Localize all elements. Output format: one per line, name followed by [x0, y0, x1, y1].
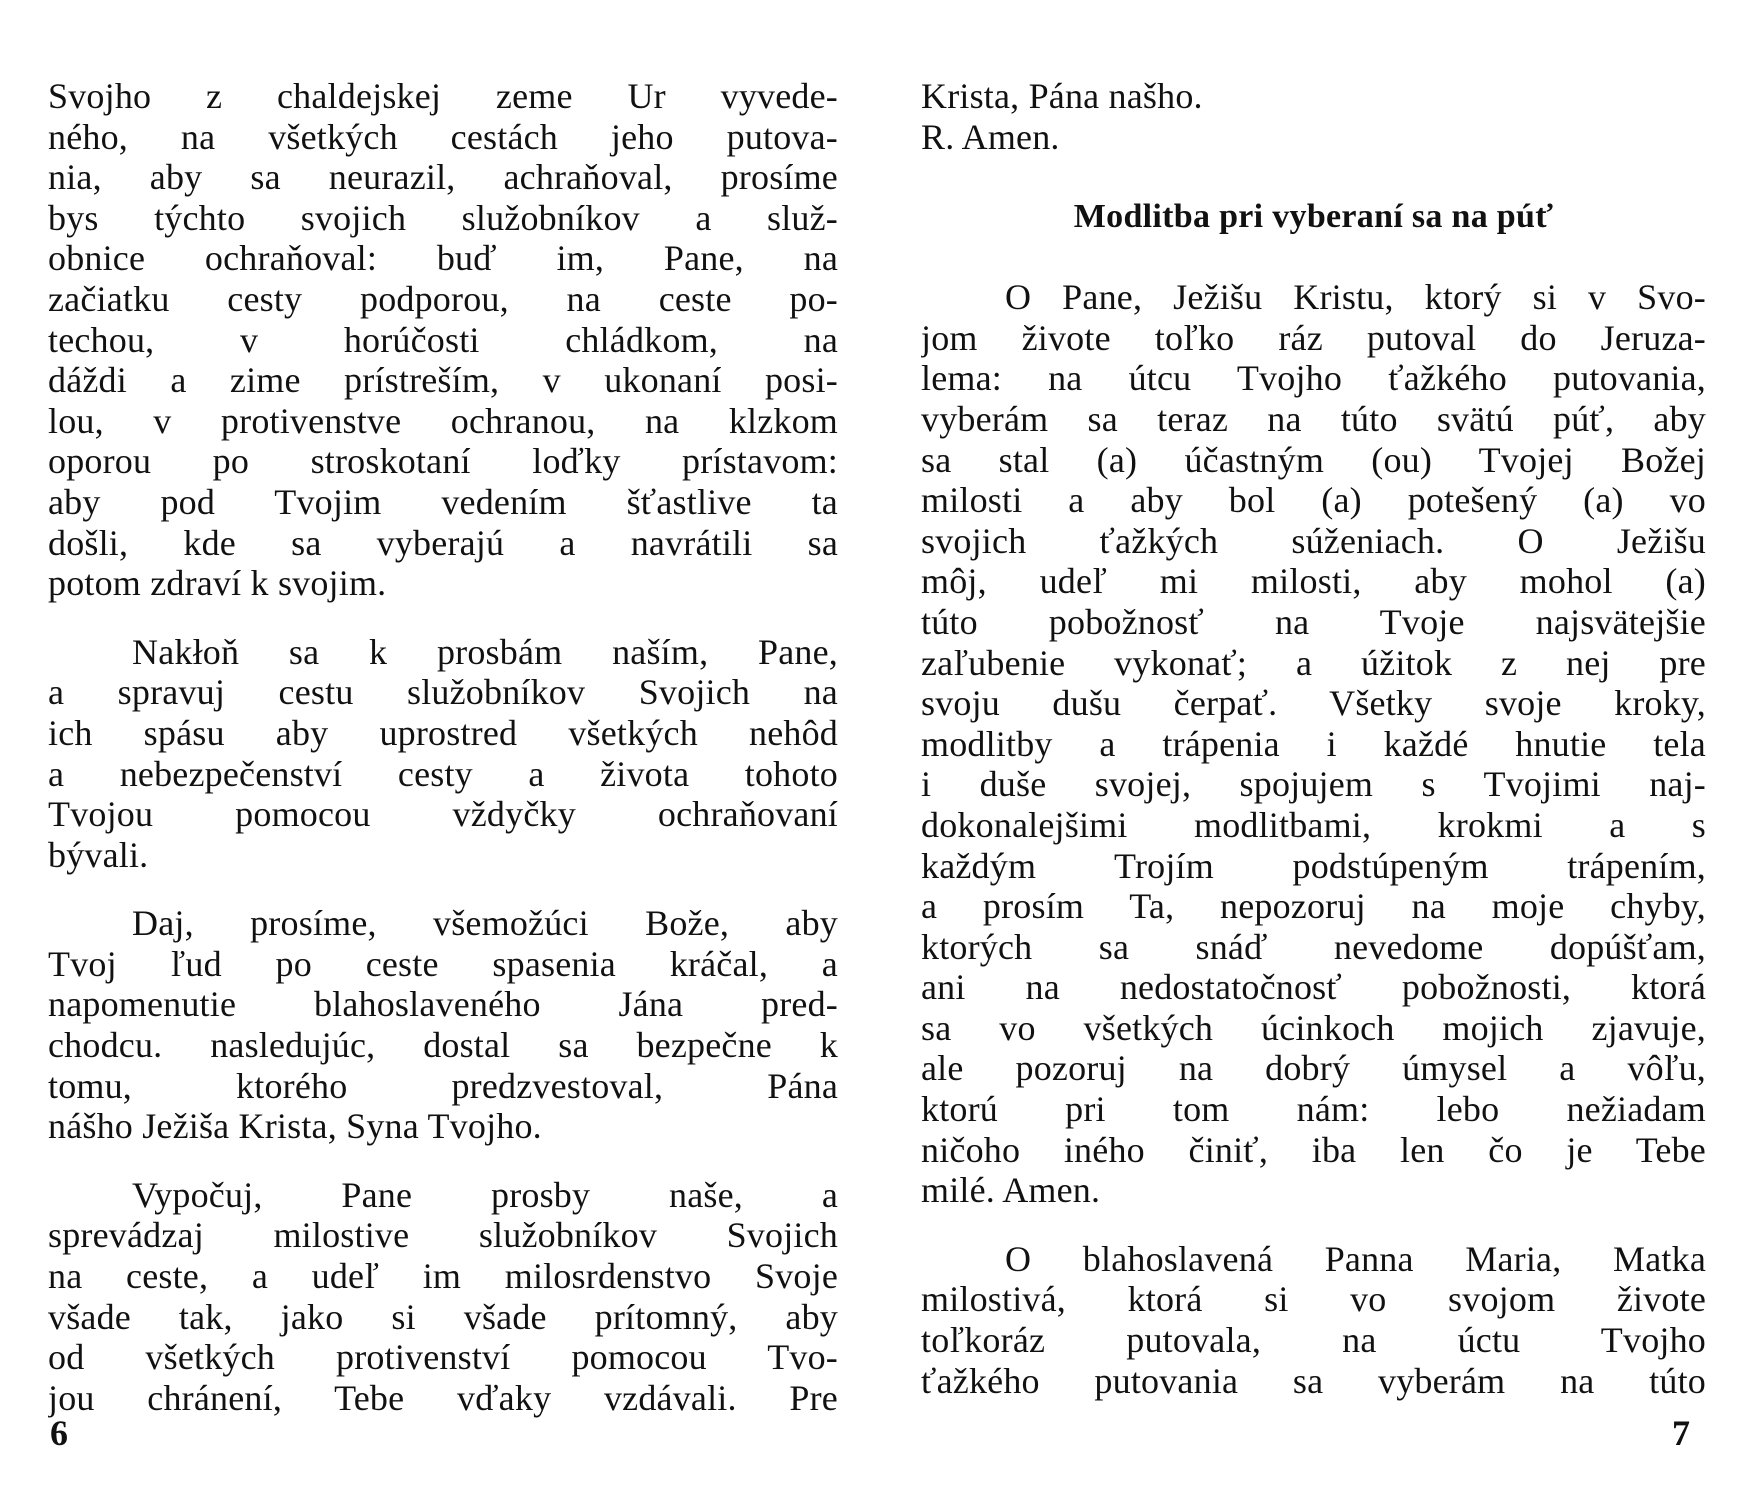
text-line: sprevádzaj milostive služobníkov Svojich: [48, 1215, 838, 1256]
right-paragraph-1: [921, 277, 1706, 1211]
text-line: a prosím Ta, nepozoruj na moje chyby,: [921, 886, 1706, 927]
text-line: sa vo všetkých úcinkoch mojich zjavuje,: [921, 1007, 1706, 1048]
text-line: a spravuj cestu služobníkov Svojich na: [48, 672, 838, 713]
text-line: tomu, ktorého predzvestoval, Pána: [48, 1065, 838, 1106]
text-line: došli, kde sa vyberajú a navrátili sa: [48, 522, 838, 563]
section-heading: Modlitba pri vyberaní sa na púť: [1073, 198, 1554, 236]
text-line: sa stal (a) účastným (ou) Tvojej Božej: [921, 439, 1706, 480]
left-paragraph-1: [48, 76, 838, 604]
right-paragraph-2: [921, 1239, 1706, 1401]
text-line: Tvoj ľud po ceste spasenia kráčal, a: [48, 943, 838, 984]
text-line: vyberám sa teraz na túto svätú púť, aby: [921, 398, 1706, 439]
text-line: lou, v protivenstve ochranou, na klzkom: [48, 400, 838, 441]
text-line: milostivá, ktorá si vo svojom živote: [921, 1279, 1706, 1320]
text-line: na ceste, a udeľ im milosrdenstvo Svoje: [48, 1256, 838, 1297]
text-line: ktorých sa snáď nevedome dopúšťam,: [921, 926, 1706, 967]
text-line: modlitby a trápenia i každé hnutie tela: [921, 723, 1706, 764]
text-line: začiatku cesty podporou, na ceste po-: [48, 278, 838, 319]
text-line: nášho Ježiša Krista, Syna Tvojho.: [48, 1106, 542, 1147]
text-line: dáždi a zime prístreším, v ukonaní posi-: [48, 360, 838, 401]
text-line: R. Amen.: [921, 116, 1060, 157]
text-line: jom živote toľko ráz putoval do Jeruza-: [921, 317, 1706, 358]
text-line: túto pobožnosť na Tvoje najsvätejšie: [921, 601, 1706, 642]
text-line: ničoho iného činiť, iba len čo je Tebe: [921, 1129, 1706, 1170]
text-line: oporou po stroskotaní loďky prístavom:: [48, 441, 838, 482]
text-line: svoju dušu čerpať. Všetky svoje kroky,: [921, 683, 1706, 724]
text-line: Tvojou pomocou vždyčky ochraňovaní: [48, 794, 838, 835]
left-text-column: [48, 76, 838, 1418]
text-line: ani na nedostatočnosť pobožnosti, ktorá: [921, 967, 1706, 1008]
text-line: napomenutie blahoslaveného Jána pred-: [48, 984, 838, 1025]
text-line: ného, na všetkých cestách jeho putova-: [48, 116, 838, 157]
text-line: bys týchto svojich služobníkov a služ-: [48, 197, 838, 238]
text-line: a nebezpečenství cesty a života tohoto: [48, 753, 838, 794]
text-line: nia, aby sa neurazil, achraňoval, prosíme: [48, 157, 838, 198]
text-line: techou, v horúčosti chládkom, na: [48, 319, 838, 360]
right-text-column: [921, 76, 1706, 1401]
page-number: 6: [50, 1413, 68, 1453]
text-line: milosti a aby bol (a) potešený (a) vo: [921, 480, 1706, 521]
text-line: chodcu. nasledujúc, dostal sa bezpečne k: [48, 1025, 838, 1066]
text-line: ktorú pri tom nám: lebo nežiadam: [921, 1089, 1706, 1130]
text-line: obnice ochraňoval: buď im, Pane, na: [48, 238, 838, 279]
text-line: od všetkých protivenství pomocou Tvo-: [48, 1337, 838, 1378]
text-line: všade tak, jako si všade prítomný, aby: [48, 1296, 838, 1337]
text-line: ťažkého putovania sa vyberám na túto: [921, 1360, 1706, 1401]
text-line: môj, udeľ mi milosti, aby mohol (a): [921, 561, 1706, 602]
text-line: O Pane, Ježišu Kristu, ktorý si v Svo-: [1005, 277, 1706, 318]
page-number: 7: [1672, 1413, 1690, 1453]
right-page: [871, 0, 1742, 1500]
text-line: ich spásu aby uprostred všetkých nehôd: [48, 712, 838, 753]
left-paragraph-3: [48, 903, 838, 1147]
text-line: svojich ťažkých súženiach. O Ježišu: [921, 520, 1706, 561]
text-line: Daj, prosíme, všemožúci Bože, aby: [132, 903, 838, 944]
text-line: aby pod Tvojim vedením šťastlive ta: [48, 481, 838, 522]
left-paragraph-4: [48, 1175, 838, 1419]
text-line: Svojho z chaldejskej zeme Ur vyvede-: [48, 76, 838, 116]
text-line: toľkoráz putovala, na úctu Tvojho: [921, 1320, 1706, 1361]
text-line: milé. Amen.: [921, 1170, 1101, 1211]
right-continuation: [921, 76, 1706, 157]
text-line: potom zdraví k svojim.: [48, 563, 387, 604]
text-line: jou chránení, Tebe vďaky vzdávali. Pre: [48, 1377, 838, 1418]
text-line: každým Trojím podstúpeným trápením,: [921, 845, 1706, 886]
left-paragraph-2: [48, 632, 838, 876]
text-line: Krista, Pána našho.: [921, 76, 1203, 116]
text-line: dokonalejšimi modlitbami, krokmi a s: [921, 804, 1706, 845]
text-line: Nakłoň sa k prosbám naším, Pane,: [132, 631, 838, 672]
text-line: ale pozoruj na dobrý úmysel a vôľu,: [921, 1048, 1706, 1089]
text-line: O blahoslavená Panna Maria, Matka: [1005, 1238, 1706, 1279]
text-line: i duše svojej, spojujem s Tvojimi naj-: [921, 764, 1706, 805]
text-line: Vypočuj, Pane prosby naše, a: [132, 1174, 838, 1215]
text-line: lema: na útcu Tvojho ťažkého putovania,: [921, 358, 1706, 399]
text-line: bývali.: [48, 834, 149, 875]
text-line: zaľubenie vykonať; a úžitok z nej pre: [921, 642, 1706, 683]
